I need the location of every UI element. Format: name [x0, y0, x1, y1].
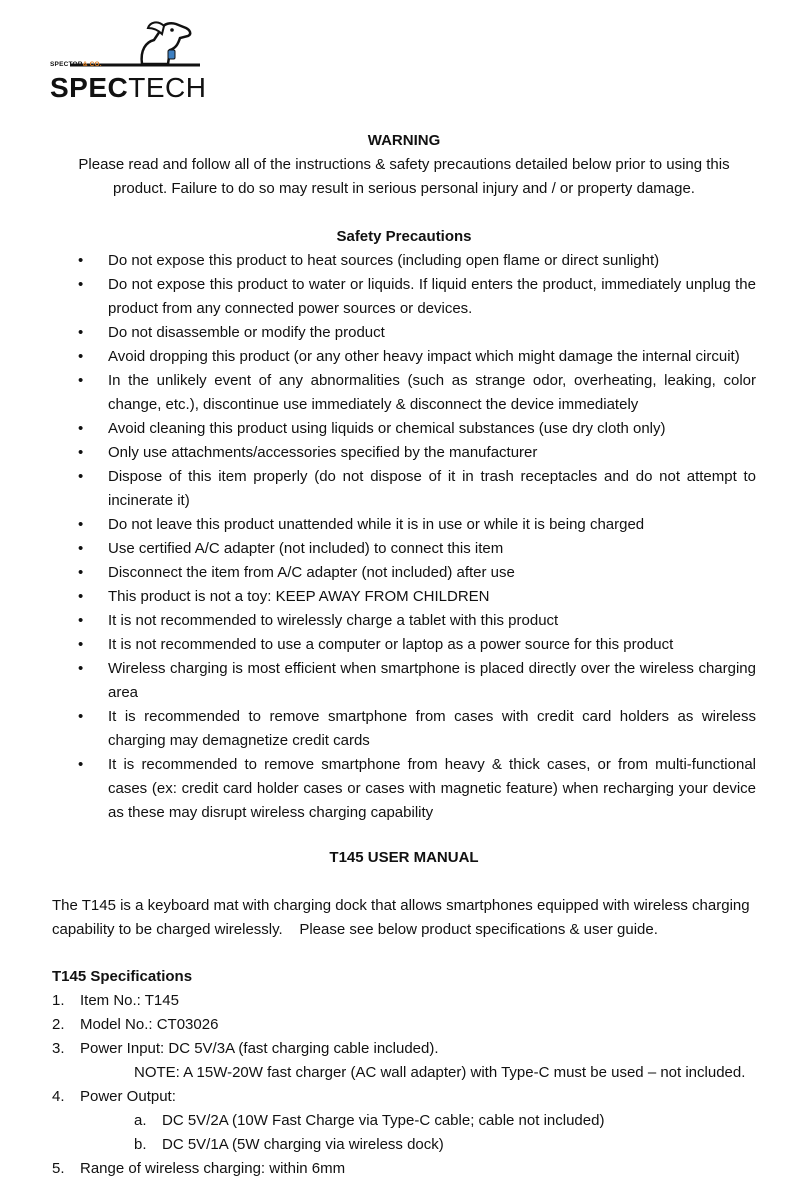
list-item: b. DC 5V/1A (5W charging via wireless dock): [134, 1136, 444, 1153]
list-item: • This product is not a toy: KEEP AWAY FROM CHILDREN: [52, 585, 756, 609]
list-item: • Do not expose this product to water or liquids. If liquid enters the product, immediately unplug the product from any connected power sources or devices.: [52, 273, 756, 321]
list-item: 4. Power Output:: [52, 1088, 176, 1105]
specs-list: [52, 989, 756, 1181]
spec-note: NOTE: A 15W-20W fast charger (AC wall adapter) with Type-C must be used – not included.: [134, 1064, 746, 1081]
list-item: • It is not recommended to use a computer or laptop as a power source for this product: [52, 633, 756, 657]
warning-title: WARNING: [367, 132, 441, 149]
list-item: • Do not expose this product to heat sources (including open flame or direct sunlight): [52, 249, 756, 273]
list-item: • Wireless charging is most efficient when smartphone is placed directly over the wireless charging area: [52, 657, 756, 705]
logo-wordmark: SPECTECH: [50, 72, 207, 103]
list-item: 1. Item No.: T145: [52, 992, 179, 1009]
manual-title: T145 USER MANUAL: [329, 849, 479, 866]
logo-subtext: SPECTOR& CO.: [50, 61, 102, 68]
specs-title: T145 Specifications: [52, 968, 193, 985]
list-item: • It is not recommended to wirelessly charge a tablet with this product: [52, 609, 756, 633]
list-item: • Do not disassemble or modify the product: [52, 321, 756, 345]
warning-line-2: product. Failure to do so may result in serious personal injury and / or property damage.: [113, 180, 695, 197]
list-item: 2. Model No.: CT03026: [52, 1016, 219, 1033]
list-item: • Do not leave this product unattended while it is in use or while it is being charged: [52, 513, 756, 537]
list-item: • Only use attachments/accessories specified by the manufacturer: [52, 441, 756, 465]
list-item: • Dispose of this item properly (do not dispose of it in trash receptacles and do not attempt to incinerate it): [52, 465, 756, 513]
safety-list: [52, 249, 756, 825]
list-item: • Avoid dropping this product (or any other heavy impact which might damage the internal circuit): [52, 345, 756, 369]
list-item: 3. Power Input: DC 5V/3A (fast charging cable included).: [52, 1040, 439, 1057]
list-item: • Avoid cleaning this product using liquids or chemical substances (use dry cloth only): [52, 417, 756, 441]
safety-title: Safety Precautions: [336, 228, 472, 245]
warning-line-1: Please read and follow all of the instructions & safety precautions detailed below prior to using this: [78, 156, 730, 173]
list-item: a. DC 5V/2A (10W Fast Charge via Type-C cable; cable not included): [134, 1112, 605, 1129]
list-item: • Disconnect the item from A/C adapter (not included) after use: [52, 561, 756, 585]
list-item: • It is recommended to remove smartphone from cases with credit card holders as wireless charging may demagnetize credit cards: [52, 705, 756, 753]
list-item: • It is recommended to remove smartphone from heavy & thick cases, or from multi-functional cases (ex: credit card holder cases or cases with magnetic feature) when recharging your device as these may disrupt wireless charging capability: [52, 753, 756, 825]
list-item: • In the unlikely event of any abnormalities (such as strange odor, overheating, leaking, color change, etc.), discontinue use immediately & disconnect the device immediately: [52, 369, 756, 417]
brand-logo: [50, 20, 210, 103]
list-item: • Use certified A/C adapter (not included) to connect this item: [52, 537, 756, 561]
list-item: 5. Range of wireless charging: within 6mm: [52, 1160, 346, 1177]
manual-intro: The T145 is a keyboard mat with charging dock that allows smartphones equipped with wireless charging capability to be charged wirelessly. Please see below product specifications & user guide.: [52, 897, 754, 938]
